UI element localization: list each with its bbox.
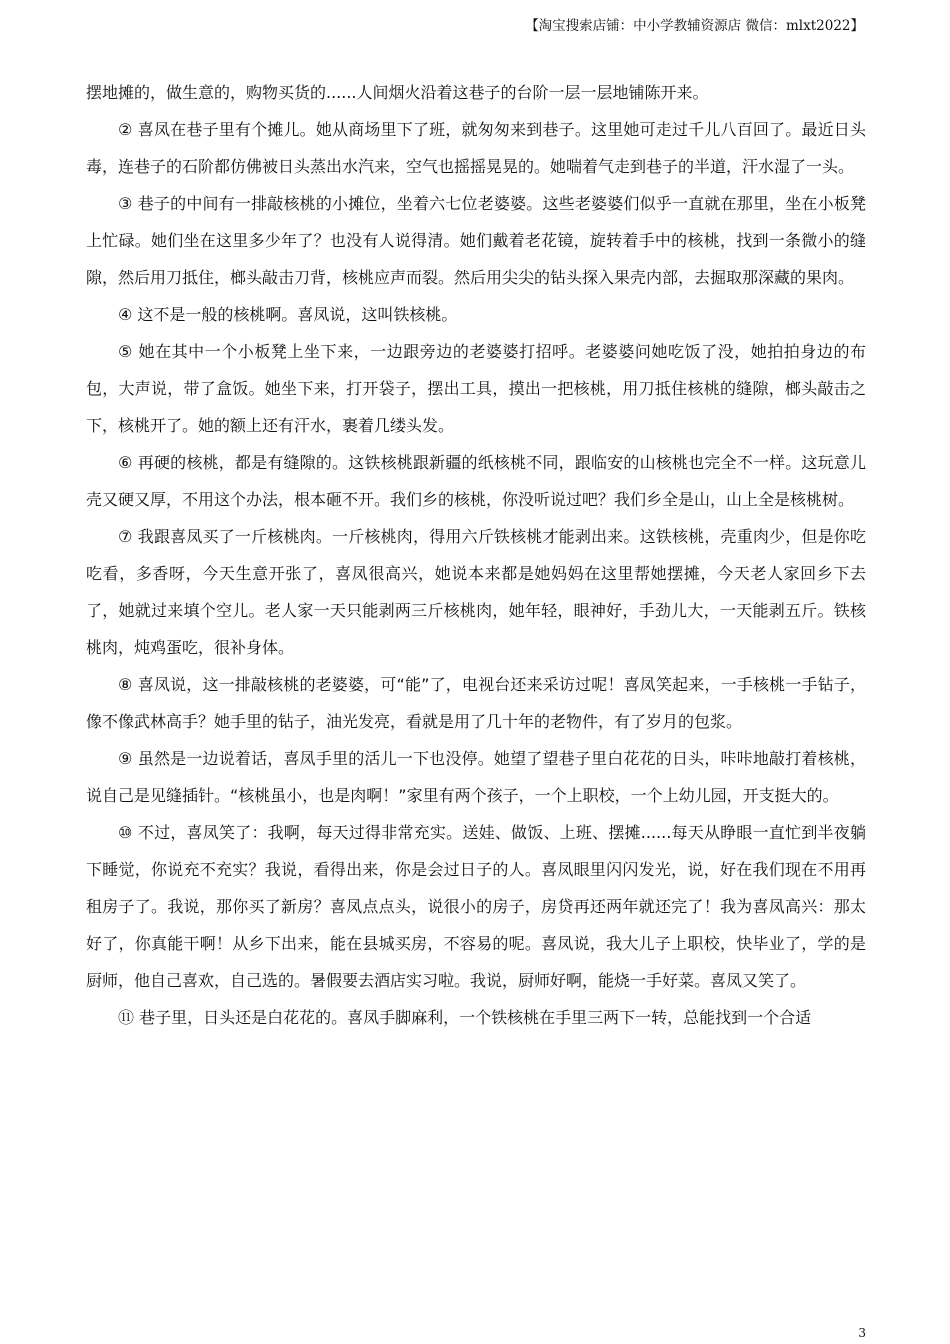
article-body: [86, 74, 866, 1036]
paragraph-11: ⑪ 巷子里，日头还是白花花的。喜凤手脚麻利，一个铁核桃在手里三两下一转，总能找到一个合适: [118, 1008, 812, 1027]
paragraph-2: ② 喜凤在巷子里有个摊儿。她从商场里下了班，就匆匆来到巷子。这里她可走过千儿八百回了。最近日头毒，连巷子的石阶都仿佛被日头蒸出水汽来，空气也摇摇晃晃的。她喘着气走到巷子的半道，汗水湿了一头。: [86, 120, 866, 176]
paragraph-10: ⑩ 不过，喜凤笑了：我啊，每天过得非常充实。送娃、做饭、上班、摆摊......每天从睁眼一直忙到半夜躺下睡觉，你说充不充实？我说，看得出来，你是会过日子的人。喜凤眼里闪闪发光，说，好在我们现在不用再租房子了。我说，那你买了新房？喜凤点点头，说很小的房子，房贷再还两年就还完了！我为喜凤高兴：那太好了，你真能干啊！从乡下出来，能在县城买房，不容易的呢。喜凤说，我大儿子上职校，快毕业了，学的是厨师，他自己喜欢，自己选的。暑假要去酒店实习啦。我说，厨师好啊，能烧一手好菜。喜凤又笑了。: [86, 823, 866, 990]
paragraph-6: ⑥ 再硬的核桃，都是有缝隙的。这铁核桃跟新疆的纸核桃不同，跟临安的山核桃也完全不一样。这玩意儿壳又硬又厚，不用这个办法，根本砸不开。我们乡的核桃，你没听说过吧？我们乡全是山，山上全是核桃树。: [86, 453, 866, 509]
page-number: 3: [858, 1326, 866, 1340]
paragraph-4: ④ 这不是一般的核桃啊。喜凤说，这叫铁核桃。: [118, 305, 458, 324]
paragraph-8: ⑧ 喜凤说，这一排敲核桃的老婆婆，可“能”了，电视台还来采访过呢！喜凤笑起来，一手核桃一手钻子，像不像武林高手？她手里的钻子，油光发亮，看就是用了几十年的老物件，有了岁月的包浆。: [86, 675, 866, 731]
paragraph-5: ⑤ 她在其中一个小板凳上坐下来，一边跟旁边的老婆婆打招呼。老婆婆问她吃饭了没，她拍拍身边的布包，大声说，带了盒饭。她坐下来，打开袋子，摆出工具，摸出一把核桃，用刀抵住核桃的缝隙，榔头敲击之下，核桃开了。她的额上还有汗水，裹着几缕头发。: [86, 342, 866, 435]
paragraph-1: 摆地摊的，做生意的，购物买货的......人间烟火沿着这巷子的台阶一层一层地铺陈开来。: [86, 83, 709, 102]
paragraph-3: ③ 巷子的中间有一排敲核桃的小摊位，坐着六七位老婆婆。这些老婆婆们似乎一直就在那里，坐在小板凳上忙碌。她们坐在这里多少年了？也没有人说得清。她们戴着老花镜，旋转着手中的核桃，找到一条微小的缝隙，然后用刀抵住，榔头敲击刀背，核桃应声而裂。然后用尖尖的钻头探入果壳内部，去掘取那深藏的果肉。: [86, 194, 866, 287]
paragraph-7: ⑦ 我跟喜凤买了一斤核桃肉。一斤核桃肉，得用六斤铁核桃才能剥出来。这铁核桃，壳重肉少，但是你吃吃看，多香呀，今天生意开张了，喜凤很高兴，她说本来都是她妈妈在这里帮她摆摊，今天老人家回乡下去了，她就过来填个空儿。老人家一天只能剥两三斤核桃肉，她年轻，眼神好，手劲儿大，一天能剥五斤。铁核桃肉，炖鸡蛋吃，很补身体。: [86, 527, 866, 657]
paragraph-9: ⑨ 虽然是一边说着话，喜凤手里的活儿一下也没停。她望了望巷子里白花花的日头，咔咔地敲打着核桃，说自己是见缝插针。“核桃虽小，也是肉啊！”家里有两个孩子，一个上职校，一个上幼儿园，开支挺大的。: [86, 749, 866, 805]
header-note: 【淘宝搜索店铺：中小学教辅资源店 微信：mlxt2022】: [525, 18, 864, 34]
